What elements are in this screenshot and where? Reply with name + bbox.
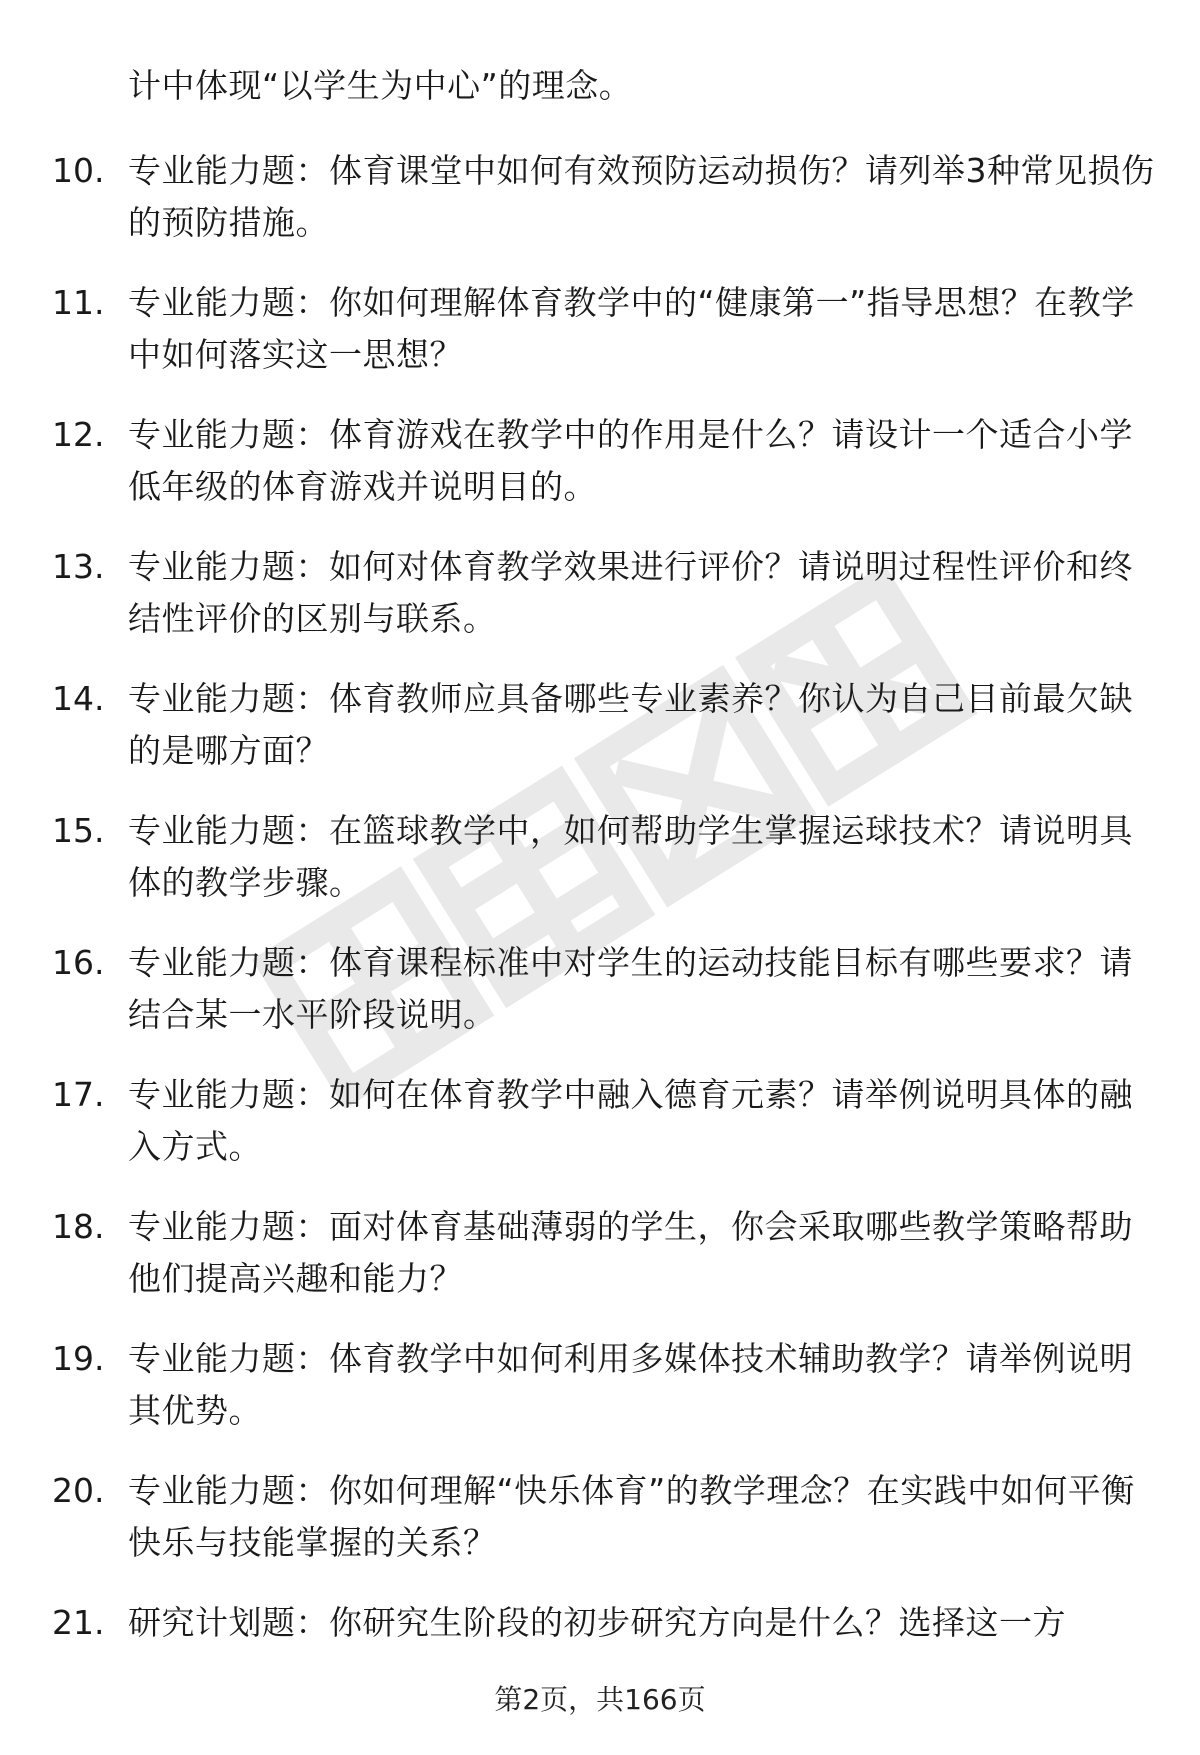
question-text: 专业能力题：面对体育基础薄弱的学生，你会采取哪些教学策略帮助他们提高兴趣和能力？	[128, 1207, 1133, 1298]
question-text: 专业能力题：如何在体育教学中融入德育元素？请举例说明具体的融入方式。	[128, 1075, 1133, 1166]
question-number: 20.	[52, 1471, 105, 1510]
question-text: 专业能力题：体育教学中如何利用多媒体技术辅助教学？请举例说明其优势。	[128, 1339, 1133, 1430]
question-item	[0, 1327, 1200, 1459]
question-number: 12.	[52, 415, 105, 454]
question-text: 专业能力题：体育课程标准中对学生的运动技能目标有哪些要求？请结合某一水平阶段说明。	[128, 943, 1133, 1034]
page-number: 第2页，共166页	[494, 1683, 706, 1716]
question-number: 17.	[52, 1075, 105, 1114]
question-text: 专业能力题：如何对体育教学效果进行评价？请说明过程性评价和终结性评价的区别与联系。	[128, 547, 1133, 638]
question-text: 研究计划题：你研究生阶段的初步研究方向是什么？选择这一方	[128, 1603, 1066, 1642]
question-item	[0, 403, 1200, 535]
question-number: 21.	[52, 1603, 105, 1642]
question-item	[0, 667, 1200, 799]
continued-paragraph: 计中体现“以学生为中心”的理念。	[128, 66, 633, 105]
question-number: 14.	[52, 679, 105, 718]
question-item	[0, 931, 1200, 1063]
question-text: 专业能力题：在篮球教学中，如何帮助学生掌握运球技术？请说明具体的教学步骤。	[128, 811, 1133, 902]
question-text: 专业能力题：你如何理解体育教学中的“健康第一”指导思想？在教学中如何落实这一思想？	[128, 283, 1135, 374]
question-number: 13.	[52, 547, 105, 586]
question-item	[0, 1063, 1200, 1195]
question-text: 专业能力题：体育课堂中如何有效预防运动损伤？请列举3种常见损伤的预防措施。	[128, 151, 1155, 242]
question-number: 16.	[52, 943, 105, 982]
question-item	[0, 799, 1200, 931]
question-list	[0, 139, 1200, 1723]
question-item	[0, 1195, 1200, 1327]
question-item	[0, 535, 1200, 667]
question-text: 专业能力题：体育游戏在教学中的作用是什么？请设计一个适合小学低年级的体育游戏并说明目的。	[128, 415, 1133, 506]
question-item	[0, 1459, 1200, 1591]
question-item	[0, 271, 1200, 403]
question-text: 专业能力题：体育教师应具备哪些专业素养？你认为自己目前最欠缺的是哪方面？	[128, 679, 1133, 770]
question-number: 10.	[52, 151, 105, 190]
question-number: 19.	[52, 1339, 105, 1378]
question-item	[0, 139, 1200, 271]
question-text: 专业能力题：你如何理解“快乐体育”的教学理念？在实践中如何平衡快乐与技能掌握的关系？	[128, 1471, 1135, 1562]
question-number: 18.	[52, 1207, 105, 1246]
question-number: 15.	[52, 811, 105, 850]
question-number: 11.	[52, 283, 105, 322]
